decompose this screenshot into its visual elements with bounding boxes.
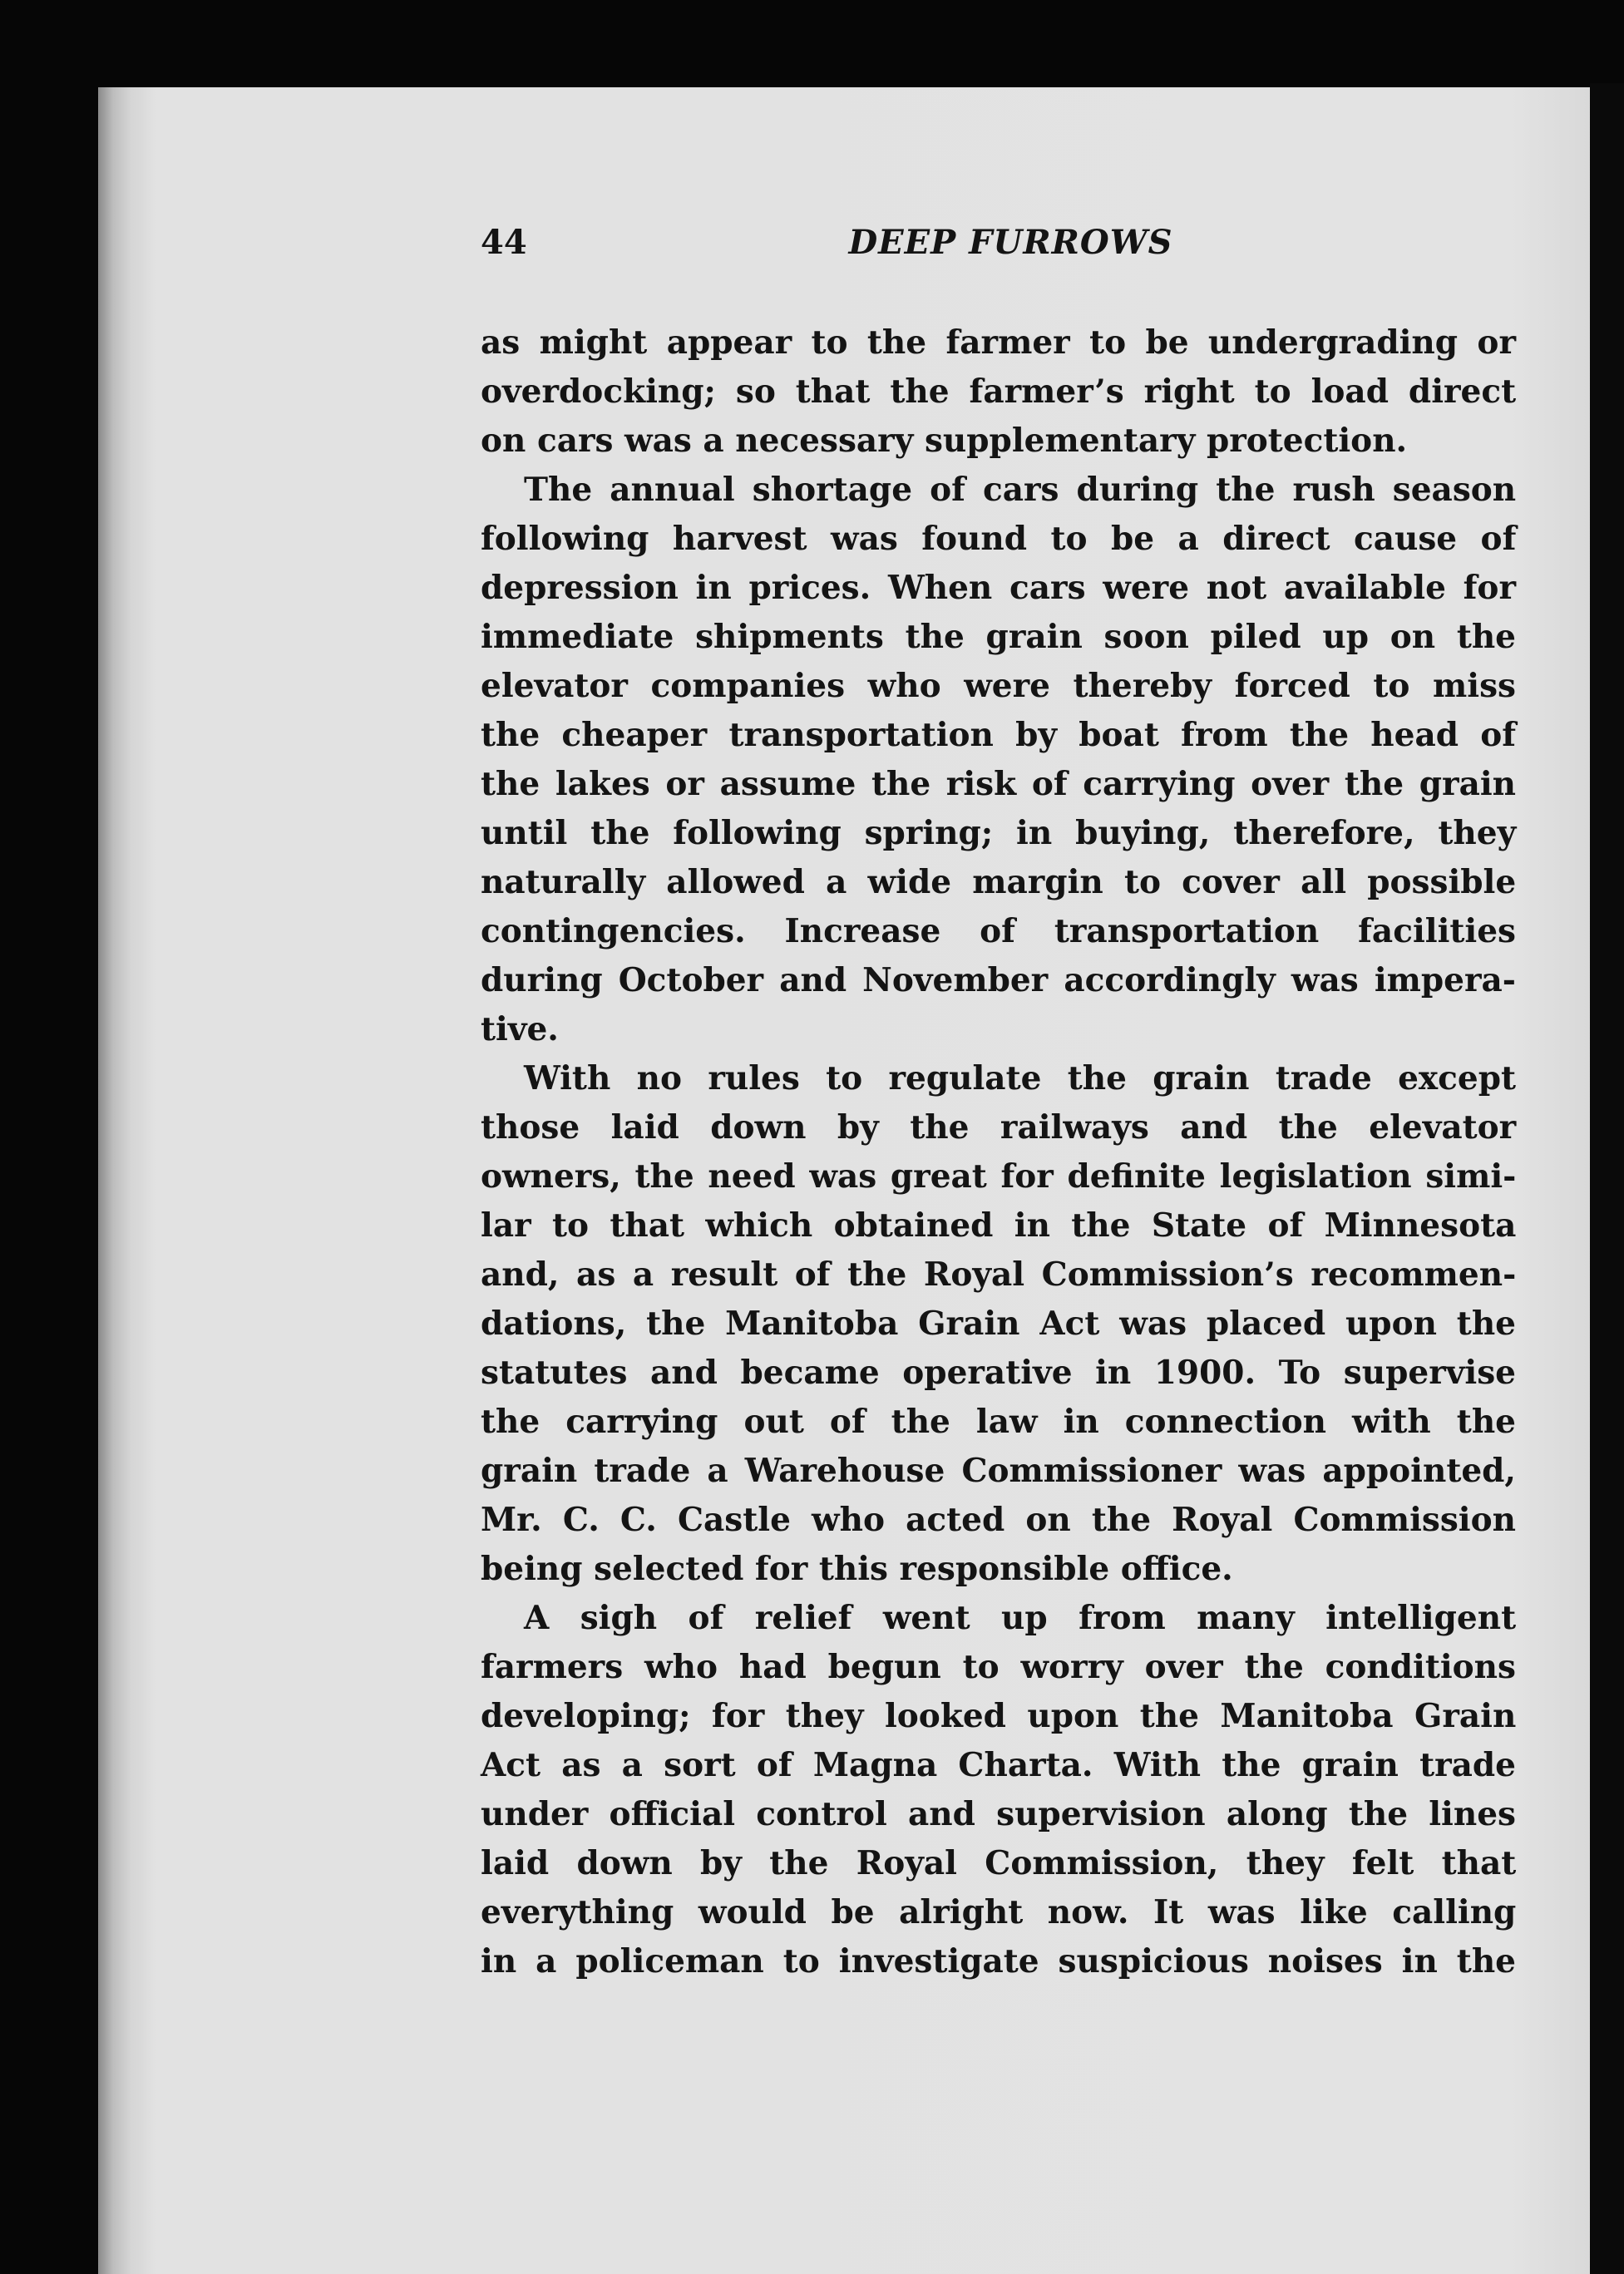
running-head [481, 223, 1516, 273]
text-line: immediate shipments the grain soon piled up on the [481, 618, 1516, 656]
text-line: during October and November accordingly was impera- [481, 961, 1516, 999]
text-line: the lakes or assume the risk of carrying over the grain [481, 765, 1517, 803]
text-line: dations, the Manitoba Grain Act was placed upon the [481, 1305, 1516, 1343]
body-text [481, 318, 1516, 1986]
text-line: Mr. C. C. Castle who acted on the Royal Commission [481, 1501, 1516, 1539]
text-line: With no rules to regulate the grain trade except [524, 1059, 1516, 1098]
text-line: and, as a result of the Royal Commission’s recommen- [481, 1255, 1517, 1294]
text-line: everything would be alright now. It was like calling [481, 1893, 1517, 1931]
text-line: contingencies. Increase of transportation facilities [481, 912, 1516, 950]
text-line: on cars was a necessary supplementary protection. [481, 422, 1408, 460]
text-line: tive. [481, 1010, 559, 1048]
text-line: in a policeman to investigate suspicious noises in the [481, 1942, 1516, 1981]
text-line: statutes and became operative in 1900. To supervise [481, 1354, 1516, 1392]
text-line: depression in prices. When cars were not available for [481, 569, 1516, 607]
text-line: overdocking; so that the farmer’s right to load direct [481, 372, 1517, 411]
text-line: grain trade a Warehouse Commissioner was appointed, [481, 1452, 1516, 1490]
page-right-edge [1590, 83, 1624, 2274]
text-line: elevator companies who were thereby forced to miss [481, 667, 1516, 705]
text-line: farmers who had begun to worry over the conditions [481, 1648, 1516, 1686]
text-line: as might appear to the farmer to be undergrading or [481, 323, 1516, 362]
text-line: naturally allowed a wide margin to cover all possible [481, 863, 1517, 901]
text-line: following harvest was found to be a direct cause of [481, 520, 1517, 558]
text-line: The annual shortage of cars during the rush season [524, 471, 1517, 509]
text-line: A sigh of relief went up from many intelligent [524, 1599, 1517, 1637]
paragraph-2 [481, 466, 1516, 1054]
paragraph-1 [481, 318, 1516, 466]
text-line: Act as a sort of Magna Charta. With the grain trade [481, 1746, 1516, 1784]
paragraph-4 [481, 1594, 1516, 1986]
text-line: owners, the need was great for definite legislation simi- [481, 1157, 1517, 1196]
text-line: under official control and supervision along the lines [481, 1795, 1516, 1833]
text-line: the carrying out of the law in connection with the [481, 1403, 1516, 1441]
page-number: 44 [481, 223, 527, 262]
text-line: until the following spring; in buying, therefore, they [481, 814, 1517, 852]
text-line: lar to that which obtained in the State of Minnesota [481, 1206, 1517, 1245]
text-line: laid down by the Royal Commission, they felt that [481, 1844, 1517, 1882]
text-line: those laid down by the railways and the elevator [481, 1108, 1517, 1147]
running-title: DEEP FURROWS [848, 223, 1173, 262]
binding-edge [98, 87, 156, 2274]
text-line: the cheaper transportation by boat from the head of [481, 716, 1516, 754]
text-line: developing; for they looked upon the Manitoba Grain [481, 1697, 1517, 1735]
text-line: being selected for this responsible office. [481, 1550, 1233, 1588]
paragraph-3 [481, 1054, 1516, 1594]
